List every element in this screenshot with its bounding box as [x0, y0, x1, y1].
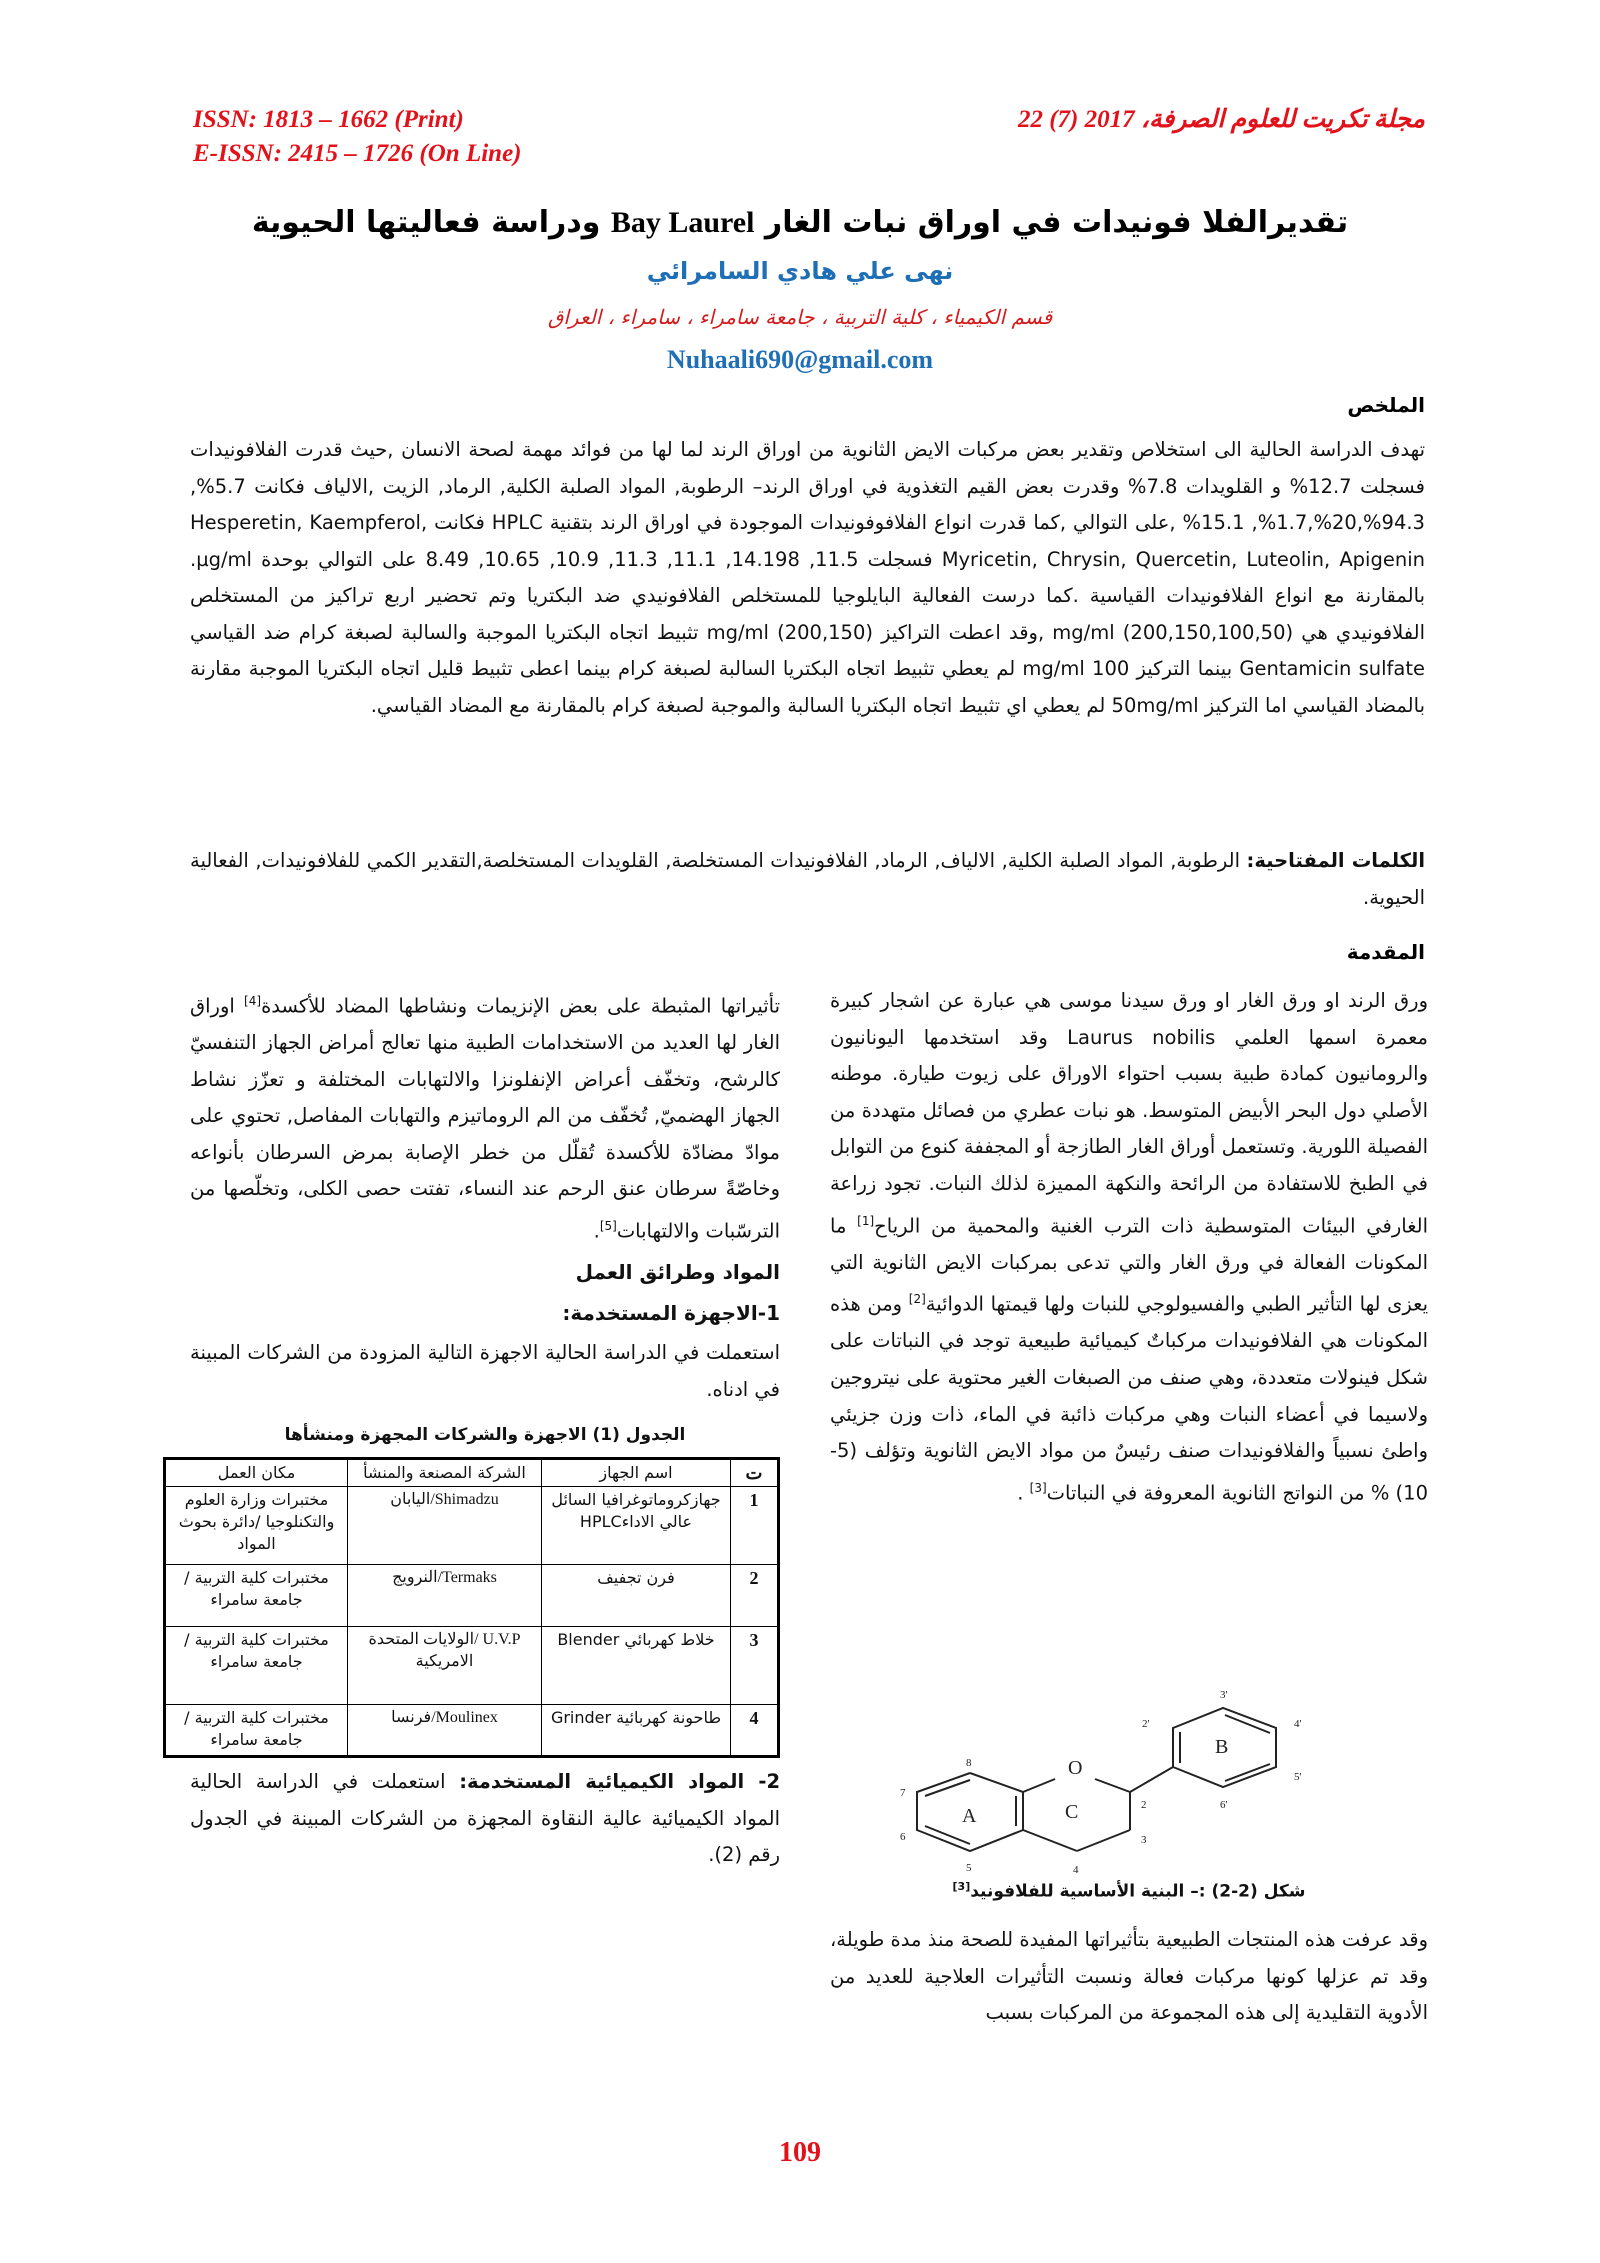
ring-c	[1023, 1767, 1173, 1851]
citation-ref: [4]	[244, 994, 262, 1008]
col-header-location: مكان العمل	[165, 1459, 348, 1487]
bond	[1077, 1830, 1130, 1851]
abstract-heading: الملخص	[1347, 393, 1425, 417]
ring-c-label: C	[1065, 1801, 1079, 1823]
col-header-company: الشركة المصنعة والمنشأ	[348, 1459, 542, 1487]
oxygen-label: O	[1068, 1757, 1083, 1779]
position-label: 6'	[1220, 1799, 1228, 1811]
table-header-row	[165, 1459, 779, 1487]
left-column	[178, 983, 781, 1874]
bond	[1095, 1779, 1130, 1792]
position-label: 8	[966, 1757, 972, 1769]
citation-ref: [3]	[952, 1880, 971, 1893]
table-caption: الجدول (1) الاجهزة والشركات المجهزة ومنشأها	[284, 1424, 686, 1445]
abstract-text: تهدف الدراسة الحالية الى استخلاص وتقدير بعض مركبات الايض الثانوية من اوراق الرند لما لها من فوائد مهمة لصحة الانسان ,حيث قدرت الفلافونيدات فسجلت 12.7% و القلويدات 7.8% وقدرت بعض القيم التغذوية في اوراق الرند– الرطوبة, المواد الصلبة الكلية, الرماد, الزيت ,الالياف فكانت 5.7%, 94.3%,20%,1.7%, 15.1% ,على التوالي ,كما قدرت انواع الفلافوفونيدات الموجودة في اوراق الرند بتقنية HPLC فكانت Hesperetin, Kaempferol, Myricetin, Chrysin, Quercetin, Luteolin, Apigenin فسجلت 11.5, 14.198, 11.1, 11.3, 10.9, 10.65, 8.49 على التوالي بوحدة µg/ml. بالمقارنة مع انواع الفلافونيدات القياسية .كما درست الفعالية البايلوجيا للمستخلص الفلافونيدي ضد البكتريا وتم تحضير اربع تراكيز من المستخلص الفلافونيدي هي mg/ml (200,150,100,50) ,وقد اعطت التراكيز (200,150) mg/ml تثبيط اتجاه البكتريا الموجبة والسالبة لصبغة كرام ضد القياسي Gentamicin sulfate بينما التركيز 100 mg/ml لم يعطي تثبيط اتجاه البكتريا السالبة لصبغة كرام بينما اعطى تثبيط قليل اتجاه البكتريا الموجبة مقارنة بالمضاد القياسي اما التركيز 50mg/ml لم يعطي اي تثبيط اتجاه البكتريا السالبة والموجبة لصبغة كرام بالمقارنة مع المضاد القياسي.	[190, 438, 1426, 717]
table-row: 3 خلاط كهربائي Blender U.V.P /الولايات المتحدة الامريكية مختبرات كلية التربية /جامعة سامراء	[165, 1627, 779, 1705]
position-label: 4'	[1294, 1718, 1302, 1730]
chemicals-paragraph: 2- المواد الكيميائية المستخدمة: استعملت في الدراسة الحالية المواد الكيميائية عالية النقاوة المجهزة من الشركات المبينة في الجدول رقم (2).	[190, 1770, 781, 1867]
citation-ref: [2]	[908, 1292, 926, 1307]
ring-a-label: A	[962, 1805, 977, 1827]
keywords-text: الرطوبة, المواد الصلبة الكلية, الالياف, الرماد, الفلافونيدات المستخلصة, القلويدات المستخلصة,التقدير الكمي للفلافونيدات, الفعالية الحيوية.	[190, 849, 1425, 909]
position-label: 6	[900, 1831, 906, 1843]
author-email[interactable]: Nuhaali690@gmail.com	[666, 345, 934, 374]
issn-block	[193, 103, 522, 171]
keywords-label: الكلمات المفتاحية:	[1246, 849, 1426, 872]
citation-ref: [1]	[857, 1213, 875, 1228]
position-label: 3'	[1220, 1690, 1228, 1701]
col-header-number: ت	[731, 1459, 779, 1487]
position-label: 4	[1073, 1864, 1079, 1876]
citation-ref: [3]	[1029, 1480, 1047, 1495]
position-label: 2'	[1142, 1718, 1150, 1730]
intro-right-column	[830, 983, 1428, 1512]
table-row: 4 طاحونة كهربائية Grinder Moulinex/فرنسا مختبرات كلية التربية /جامعة سامراء	[165, 1705, 779, 1757]
citation-ref: [5]	[599, 1219, 617, 1234]
position-label: 2	[1141, 1799, 1147, 1811]
bond	[1130, 1767, 1173, 1792]
bond	[1023, 1779, 1055, 1792]
equipment-table	[163, 1457, 780, 1758]
intro-right-column-continued	[830, 1922, 1428, 2032]
intro-paragraph: ورق الرند او ورق الغار او ورق سيدنا موسى هي عبارة عن اشجار كبيرة معمرة اسمها العلمي Laurus nobilis وقد استخدمها اليونانيون والرومانيون كمادة طبية بسبب احتواء الاوراق على زيوت طيارة. موطنه الأصلي دول البحر الأبيض المتوسط. هو نبات عطري من فصائل متهددة من الفصيلة اللورية. وتستعمل أوراق الغار الطازجة أو المجففة كنوع من التوابل في الطبخ للاستفادة من الرائحة والنكهة المميزة لذلك النبات. تجود زراعة الغارفي البيئات المتوسطية ذات الترب الغنية والمحمية من الرياح[1] ما المكونات الفعالة في ورق الغار والتي تدعى بمركبات الايض الثانوية التي يعزى لها التأثير الطبي والفسيولوجي للنبات ولها قيمتها الدوائية[2] ومن هذه المكونات هي الفلافونيدات مركباتٌ كيميائية طبيعية توجد في النباتات على شكل فينولات متعددة، وهي صنف من الصبغات الغير محتوية على نيتروجين ولاسيما في أعضاء النبات وهي مركبات ذائبة في الماء، ذات وزن جزيئي واطئ نسبياً والفلافونيدات صنف رئيسٌ من مواد الايض الثانوية وتؤلف (5-10) % من النواتج الثانوية المعروفة في النباتات[3] .	[830, 989, 1428, 1505]
intro-paragraph: تأثيراتها المثبطة على بعض الإنزيمات ونشاطها المضاد للأكسدة[4] اوراق الغار لها العديد من الاستخدامات الطبية منها تعالج أمراض الجهاز التنفسيّ كالرشح، وتخفّف أعراض الإنفلونزا والالتهابات المختلفة و تعزّز نشاط الجهاز الهضميّ, تُخفّف من الم الروماتيزم والتهابات المفاصل, تحتوي على موادّ مضادّة للأكسدة تُقلّل من خطر الإصابة بمرض السرطان بأنواعه وخاصّةً سرطان عنق الرحم عند النساء، تفتت حصى الكلى، وتخلّصها من الترسّبات والالتهابات[5].	[190, 994, 780, 1243]
figure-caption: شكل (2-2) :– البنية الأساسية للفلافونيد[3]	[952, 1880, 1306, 1902]
double-bond	[925, 1780, 970, 1796]
ring-b-label: B	[1215, 1736, 1229, 1758]
journal-citation	[1018, 103, 1425, 137]
title-part1: تقديرالفلا فونيدات في اوراق نبات الغار	[764, 205, 1349, 240]
title-latin: Bay Laurel	[610, 206, 755, 239]
methods-heading: المواد وطرائق العمل	[575, 1260, 780, 1285]
position-label: 5'	[1294, 1771, 1302, 1783]
title-part2: ودراسة فعاليتها الحيوية	[251, 205, 601, 240]
intro-paragraph: وقد عرفت هذه المنتجات الطبيعية بتأثيراتها المفيدة للصحة منذ مدة طويلة، وقد تم عزلها كونها مركبات فعالة ونسبت التأثيرات العلاجية للعديد من الأدوية التقليدية إلى هذه المجموعة من المركبات بسبب	[830, 1928, 1428, 2025]
author-affiliation: قسم الكيمياء ، كلية التربية ، جامعة سامراء ، سامراء ، العراق	[547, 305, 1053, 329]
paper-title	[180, 203, 1420, 243]
flavonoid-structure-figure	[880, 1690, 1440, 1880]
table-row: 2 فرن تجفيف Termaks/النرويج مختبرات كلية التربية /جامعة سامراء	[165, 1565, 779, 1627]
issn-print: ISSN: 1813 – 1662 (Print)	[193, 106, 464, 133]
equipment-heading: 1-الاجهزة المستخدمة:	[562, 1300, 780, 1325]
col-header-device: اسم الجهاز	[542, 1459, 731, 1487]
position-label: 7	[900, 1787, 906, 1799]
introduction-heading: المقدمة	[1346, 940, 1425, 964]
volume-issue: 22 (7) 2017	[1017, 106, 1135, 133]
bond	[1023, 1830, 1077, 1851]
keywords	[190, 843, 1425, 916]
position-label: 5	[966, 1862, 972, 1874]
chemicals-heading: 2- المواد الكيميائية المستخدمة:	[459, 1770, 781, 1794]
journal-name: مجلة تكريت للعلوم الصرفة،	[1140, 106, 1425, 133]
issn-online: E-ISSN: 2415 – 1726 (On Line)	[193, 140, 522, 167]
position-label: 3	[1141, 1834, 1147, 1846]
table-row: 1 جهازكروماتوغرافيا السائل عالي الاداءHPLC Shimadzu/اليابان مختبرات وزارة العلوم والتكنلوجيا /دائرة بحوث المواد	[165, 1487, 779, 1565]
equipment-text: استعملت في الدراسة الحالية الاجهزة التالية المزودة من الشركات المبينة في ادناه.	[190, 1341, 780, 1401]
author-name: نهى علي هادي السامرائي	[646, 257, 954, 285]
page-number: 109	[779, 2137, 821, 2168]
